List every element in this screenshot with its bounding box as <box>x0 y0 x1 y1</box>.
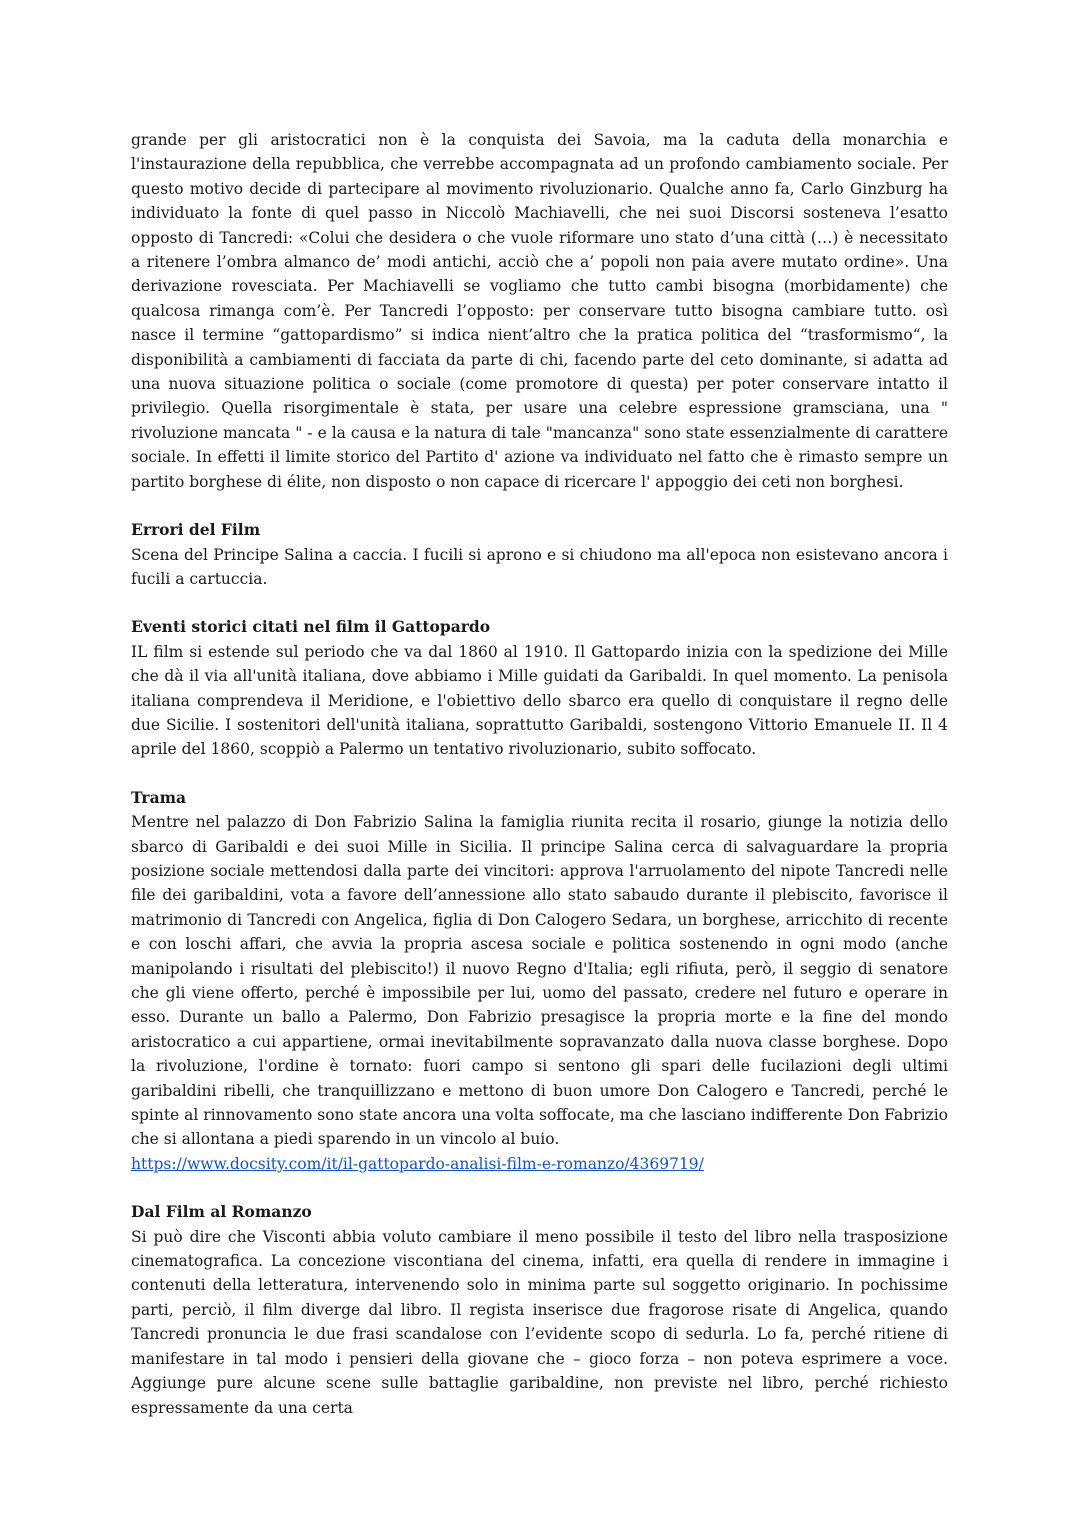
section-body-errori: Scena del Principe Salina a caccia. I fucili si aprono e si chiudono ma all'epoca non esistevano ancora i fucili a cartuccia. <box>131 545 948 588</box>
section-body-eventi: IL film si estende sul periodo che va dal 1860 al 1910. Il Gattopardo inizia con la spedizione dei Mille che dà il via all'unità italiana, dove abbiamo i Mille guidati da Garibaldi. In quel momento. La penisola italiana comprendeva il Meridione, e l'obiettivo dello sbarco era quello di conquistare il regno delle due Sicilie. I sostenitori dell'unità italiana, soprattutto Garibaldi, sostengono Vittorio Emanuele II. Il 4 aprile del 1860, scoppiò a Palermo un tentativo rivoluzionario, subito soffocato. <box>131 642 948 759</box>
document-page <box>131 128 948 1420</box>
section-heading-eventi: Eventi storici citati nel film il Gattopardo <box>131 617 491 637</box>
section-body-romanzo: Si può dire che Visconti abbia voluto cambiare il meno possibile il testo del libro nella trasposizione cinematografica. La concezione viscontiana del cinema, infatti, era quella di rendere in immagine i contenuti della letteratura, intervenendo solo in minima parte sul soggetto originario. In pochissime parti, perciò, il film diverge dal libro. Il regista inserisce due fragorose risate di Angelica, quando Tancredi pronuncia le due frasi scandalose con l’evidente scopo di sedurla. Lo fa, perché ritiene di manifestare in tal modo i pensieri della giovane che – gioco forza – non poteva esprimere a voce. Aggiunge pure alcune scene sulle battaglie garibaldine, non previste nel libro, perché richiesto espressamente da una certa <box>131 1227 948 1417</box>
source-link[interactable]: https://www.docsity.com/it/il-gattopardo-analisi-film-e-romanzo/4369719/ <box>131 1154 704 1173</box>
section-eventi <box>131 615 948 761</box>
intro-paragraph: grande per gli aristocratici non è la conquista dei Savoia, ma la caduta della monarchia e l'instaurazione della repubblica, che verrebbe accompagnata ad un profondo cambiamento sociale. Per questo motivo decide di partecipare al movimento rivoluzionario. Qualche anno fa, Carlo Ginzburg ha individuato la fonte di quel passo in Niccolò Machiavelli, che nei suoi Discorsi sosteneva l’esatto opposto di Tancredi: «Colui che desidera o che vuole riformare uno stato d’una città (…) è necessitato a ritenere l’ombra almanco de’ modi antichi, acciò che a’ popoli non paia avere mutato ordine». Una derivazione rovesciata. Per Machiavelli se vogliamo che tutto cambi bisogna (morbidamente) che qualcosa rimanga com’è. Per Tancredi l’opposto: per conservare tutto bisogna cambiare tutto. osì nasce il termine “gattopardismo” si indica nient’altro che la pratica politica del “trasformismo“, la disponibilità a cambiamenti di facciata da parte di chi, facendo parte del ceto dominante, si adatta ad una nuova situazione politica o sociale (come promotore di questa) per poter conservare intatto il privilegio. Quella risorgimentale è stata, per usare una celebre espressione gramsciana, una " rivoluzione mancata " - e la causa e la natura di tale "mancanza" sono state essenzialmente di carattere sociale. In effetti il limite storico del Partito d' azione va individuato nel fatto che è rimasto sempre un partito borghese di élite, non disposto o non capace di ricercare l' appoggio dei ceti non borghesi. <box>131 131 948 491</box>
section-body-trama: Mentre nel palazzo di Don Fabrizio Salina la famiglia riunita recita il rosario, giunge la notizia dello sbarco di Garibaldi e dei suoi Mille in Sicilia. Il principe Salina cerca di salvaguardare la propria posizione sociale mettendosi dalla parte dei vincitori: approva l'arruolamento del nipote Tancredi nelle file dei garibaldini, vota a favore dell’annessione allo stato sabaudo durante il plebiscito, favorisce il matrimonio di Tancredi con Angelica, figlia di Don Calogero Sedara, un borghese, arricchito di recente e con loschi affari, che avvia la propria ascesa sociale e politica sostenendo in ogni modo (anche manipolando i risultati del plebiscito!) il nuovo Regno d'Italia; egli rifiuta, però, il seggio di senatore che gli viene offerto, perché è impossibile per lui, uomo del passato, credere nel futuro e operare in esso. Durante un ballo a Palermo, Don Fabrizio presagisce la propria morte e la fine del mondo aristocratico a cui appartiene, ormai inevitabilmente sopravanzato dalla nuova classe borghese. Dopo la rivoluzione, l'ordine è tornato: fuori campo si sentono gli spari delle fucilazioni degli ultimi garibaldini ribelli, che tranquillizzano e mettono di buon umore Don Calogero e Tancredi, perché le spinte al rinnovamento sono state ancora una volta soffocate, ma che lasciano indifferente Don Fabrizio che si allontana a piedi sparendo in un vincolo al buio. <box>131 813 948 1149</box>
section-trama <box>131 786 948 1177</box>
section-romanzo <box>131 1200 948 1420</box>
section-errori <box>131 518 948 591</box>
section-heading-trama: Trama <box>131 787 187 807</box>
section-heading-romanzo: Dal Film al Romanzo <box>131 1202 312 1222</box>
section-heading-errori: Errori del Film <box>131 520 261 540</box>
